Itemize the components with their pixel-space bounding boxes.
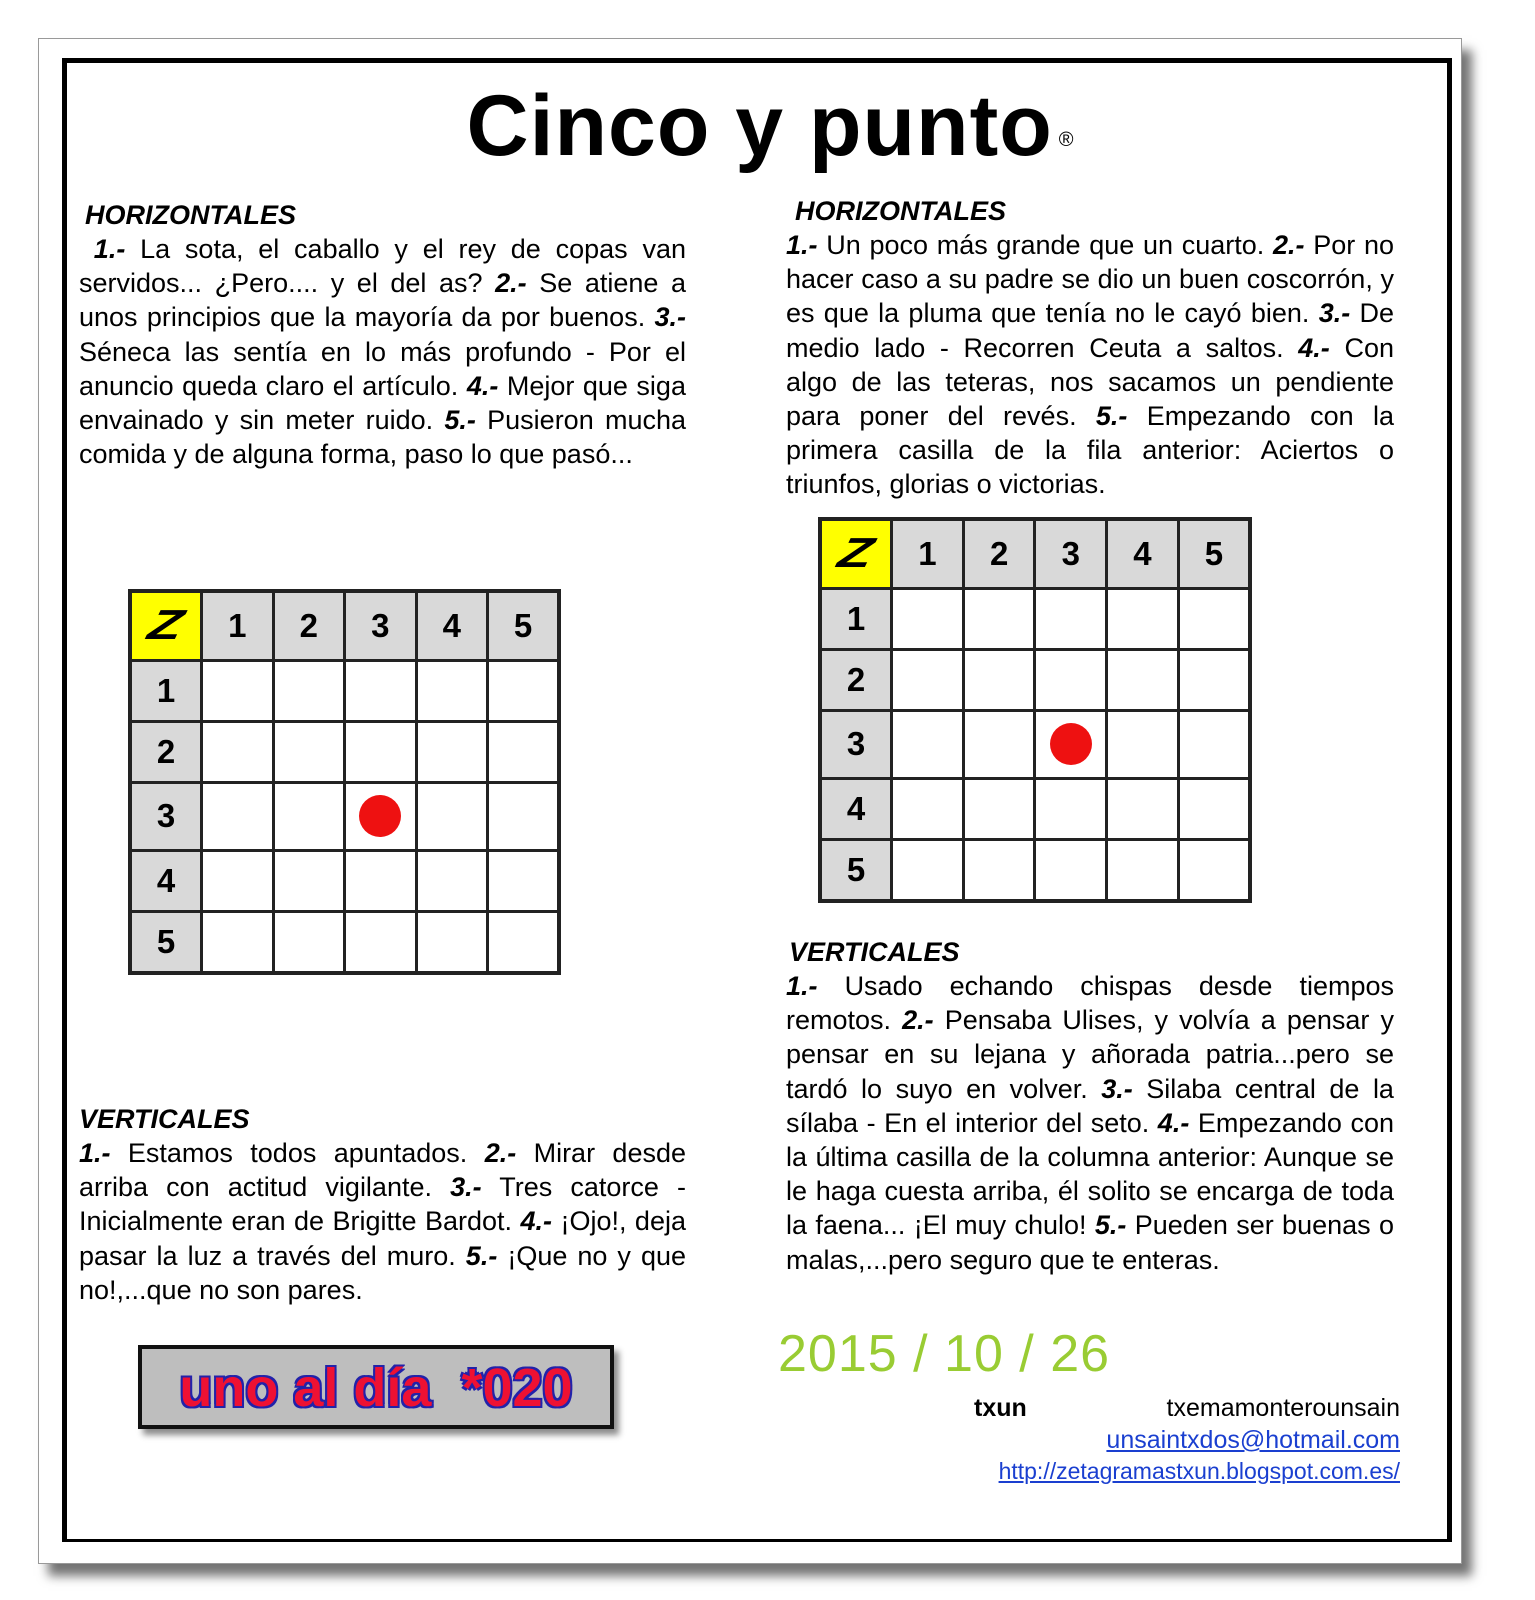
row-header: 4 <box>820 778 892 839</box>
author-alias: txemamonterounsain <box>1166 1394 1400 1422</box>
grid-cell[interactable] <box>488 911 560 973</box>
grid-cell[interactable] <box>1178 839 1250 901</box>
blog-url-link[interactable]: http://zetagramastxun.blogspot.com.es/ <box>998 1458 1400 1484</box>
left-horizontal-heading: HORIZONTALES <box>85 200 296 230</box>
clue-text: Séneca las sentía en lo más profundo - Por el anuncio queda claro el artículo. <box>79 336 686 401</box>
grid-cell[interactable] <box>273 660 345 721</box>
clue-number: 1.- <box>93 234 126 264</box>
clue-number: 1.- <box>786 230 818 260</box>
grid-cell[interactable] <box>345 721 417 782</box>
clue-text: Estamos todos apuntados. <box>127 1138 468 1168</box>
grid-cell[interactable] <box>416 783 488 850</box>
puzzle-date: 2015 / 10 / 26 <box>778 1325 1111 1383</box>
row-header: 1 <box>130 660 202 721</box>
grid-cell[interactable] <box>416 850 488 911</box>
left-vertical-section <box>79 1102 686 1307</box>
clue-number: 2.- <box>495 268 527 299</box>
right-horizontal-clues <box>786 228 1394 502</box>
grid-cell[interactable] <box>488 721 560 782</box>
left-horizontal-clues <box>79 232 686 471</box>
right-vertical-heading: VERTICALES <box>789 937 960 967</box>
row-header: 5 <box>820 839 892 901</box>
author-name: txun <box>974 1394 1027 1422</box>
grid-cell[interactable] <box>963 839 1035 901</box>
column-header: 4 <box>1107 519 1179 588</box>
grid-cell[interactable] <box>273 783 345 850</box>
puzzle-number-badge: uno al día *020 <box>138 1345 614 1429</box>
clue-text: Empezando con la primera casilla de la fila anterior: Aciertos o triunfos, glorias o victorias. <box>786 401 1394 500</box>
clue-number: 5.- <box>465 1240 498 1271</box>
clue-text: Mirar desde arriba con actitud vigilante. <box>79 1138 686 1203</box>
column-header: 1 <box>202 591 274 660</box>
clue-text: La sota, el caballo y el rey de copas van servidos... ¿Pero.... y el del as? <box>79 234 686 299</box>
grid-cell[interactable] <box>892 839 964 901</box>
clue-text: Pueden ser buenas o malas,...pero seguro que te enteras. <box>786 1210 1394 1275</box>
clue-text: Se atiene a unos principios que la mayoría da por buenos. <box>79 268 686 333</box>
grid-cell[interactable] <box>963 778 1035 839</box>
clue-text: Empezando con la última casilla de la columna anterior: Aunque se le haga cuesta arriba, él solito se encarga de toda la faena... ¡El muy chulo! <box>786 1107 1394 1241</box>
row-header: 3 <box>820 711 892 778</box>
grid-cell[interactable] <box>1035 649 1107 710</box>
clue-text: Con algo de las teteras, nos sacamos un pendiente para poner del revés. <box>786 332 1394 432</box>
grid-cell[interactable] <box>202 783 274 850</box>
author-email-link[interactable]: unsaintxdos@hotmail.com <box>1106 1426 1400 1454</box>
grid-cell[interactable] <box>1035 711 1107 778</box>
grid-cell[interactable] <box>963 711 1035 778</box>
grid-corner-z <box>130 591 202 660</box>
clue-number: 4.- <box>1298 332 1330 363</box>
left-vertical-clues <box>79 1136 686 1307</box>
clue-number: 3.- <box>654 302 686 333</box>
grid-cell[interactable] <box>1035 588 1107 649</box>
clue-text: Por no hacer caso a su padre se dio un buen coscorrón, y es que la pluma que tenía no le cayó bien. <box>786 230 1394 329</box>
column-header: 5 <box>1178 519 1250 588</box>
row-header: 1 <box>820 588 892 649</box>
grid-cell[interactable] <box>1107 649 1179 710</box>
grid-cell[interactable] <box>1178 588 1250 649</box>
grid-cell[interactable] <box>488 783 560 850</box>
clue-number: 2.- <box>484 1138 517 1168</box>
grid-cell[interactable] <box>963 588 1035 649</box>
clue-text: Silaba central de la sílaba - En el interior del seto. <box>786 1073 1394 1138</box>
clue-number: 2.- <box>1272 230 1305 260</box>
clue-number: 5.- <box>1094 1210 1127 1241</box>
clue-text: Pensaba Ulises, y volvía a pensar y pensar en su lejana y añorada patria...pero se tardó lo suyo en volver. <box>786 1005 1394 1104</box>
grid-cell[interactable] <box>488 850 560 911</box>
left-horizontal-section <box>79 198 686 471</box>
clue-number: 3.- <box>1101 1073 1133 1104</box>
right-vertical-section <box>786 935 1394 1277</box>
grid-cell[interactable] <box>488 660 560 721</box>
grid-cell[interactable] <box>202 911 274 973</box>
grid-cell[interactable] <box>273 721 345 782</box>
clue-text: Tres catorce - Inicialmente eran de Brigitte Bardot. <box>79 1172 686 1237</box>
clue-text: ¡Que no y que no!,...que no son pares. <box>79 1240 686 1305</box>
grid-cell[interactable] <box>892 649 964 710</box>
clue-number: 1.- <box>79 1138 111 1168</box>
clue-number: 1.- <box>786 971 818 1001</box>
red-dot-marker <box>1050 723 1092 765</box>
right-vertical-clues <box>786 969 1394 1277</box>
row-header: 2 <box>130 721 202 782</box>
page-title: Cinco y punto ® <box>466 78 1075 174</box>
grid-cell[interactable] <box>1178 711 1250 778</box>
registered-mark: ® <box>1058 129 1075 151</box>
grid-cell[interactable] <box>345 850 417 911</box>
clue-number: 2.- <box>902 1005 934 1036</box>
clue-text: De medio lado - Recorren Ceuta a saltos. <box>786 298 1395 363</box>
grid-cell[interactable] <box>202 850 274 911</box>
grid-corner-z <box>820 519 892 588</box>
red-dot-marker <box>359 795 401 837</box>
clue-number: 3.- <box>1318 298 1351 329</box>
clue-number: 3.- <box>450 1172 482 1203</box>
row-header: 4 <box>130 850 202 911</box>
column-header: 3 <box>1035 519 1107 588</box>
clue-text: Mejor que siga envainado y sin meter ruido. <box>79 370 686 436</box>
grid-cell[interactable] <box>963 649 1035 710</box>
clue-text: Pusieron mucha comida y de alguna forma, paso lo que pasó... <box>79 405 686 470</box>
grid-cell[interactable] <box>416 911 488 973</box>
grid-cell[interactable] <box>892 588 964 649</box>
clue-number: 5.- <box>1095 401 1128 432</box>
grid-cell[interactable] <box>1035 839 1107 901</box>
grid-cell[interactable] <box>1035 778 1107 839</box>
clue-text: ¡Ojo!, deja pasar la luz a través del muro. <box>79 1206 686 1271</box>
column-header: 3 <box>345 591 417 660</box>
grid-cell[interactable] <box>416 721 488 782</box>
grid-cell[interactable] <box>416 660 488 721</box>
grid-cell[interactable] <box>345 783 417 850</box>
z-logo-icon: Z <box>834 529 879 577</box>
row-header: 2 <box>820 649 892 710</box>
grid-cell[interactable] <box>273 911 345 973</box>
grid-cell[interactable] <box>1107 711 1179 778</box>
row-header: 3 <box>130 783 202 850</box>
grid-cell[interactable] <box>1107 839 1179 901</box>
z-logo-icon: Z <box>144 601 189 649</box>
left-puzzle-grid <box>128 589 561 975</box>
column-header: 2 <box>963 519 1035 588</box>
grid-cell[interactable] <box>1107 588 1179 649</box>
column-header: 5 <box>488 591 560 660</box>
clue-text: Usado echando chispas desde tiempos remotos. <box>786 971 1394 1036</box>
grid-cell[interactable] <box>892 778 964 839</box>
right-puzzle-grid <box>818 517 1252 903</box>
column-header: 2 <box>273 591 345 660</box>
grid-cell[interactable] <box>202 660 274 721</box>
grid-cell[interactable] <box>1178 649 1250 710</box>
clue-number: 5.- <box>444 405 476 436</box>
column-header: 4 <box>416 591 488 660</box>
right-horizontal-section <box>786 194 1394 502</box>
grid-cell[interactable] <box>1107 778 1179 839</box>
left-vertical-heading: VERTICALES <box>79 1104 250 1134</box>
grid-cell[interactable] <box>892 711 964 778</box>
row-header: 5 <box>130 911 202 973</box>
clue-text: Un poco más grande que un cuarto. <box>826 230 1265 260</box>
clue-number: 4.- <box>520 1206 553 1237</box>
grid-cell[interactable] <box>345 911 417 973</box>
column-header: 1 <box>892 519 964 588</box>
grid-cell[interactable] <box>202 721 274 782</box>
clue-number: 4.- <box>466 370 499 401</box>
right-horizontal-heading: HORIZONTALES <box>795 196 1006 226</box>
grid-cell[interactable] <box>1178 778 1250 839</box>
grid-cell[interactable] <box>345 660 417 721</box>
clue-number: 4.- <box>1157 1107 1190 1138</box>
grid-cell[interactable] <box>273 850 345 911</box>
